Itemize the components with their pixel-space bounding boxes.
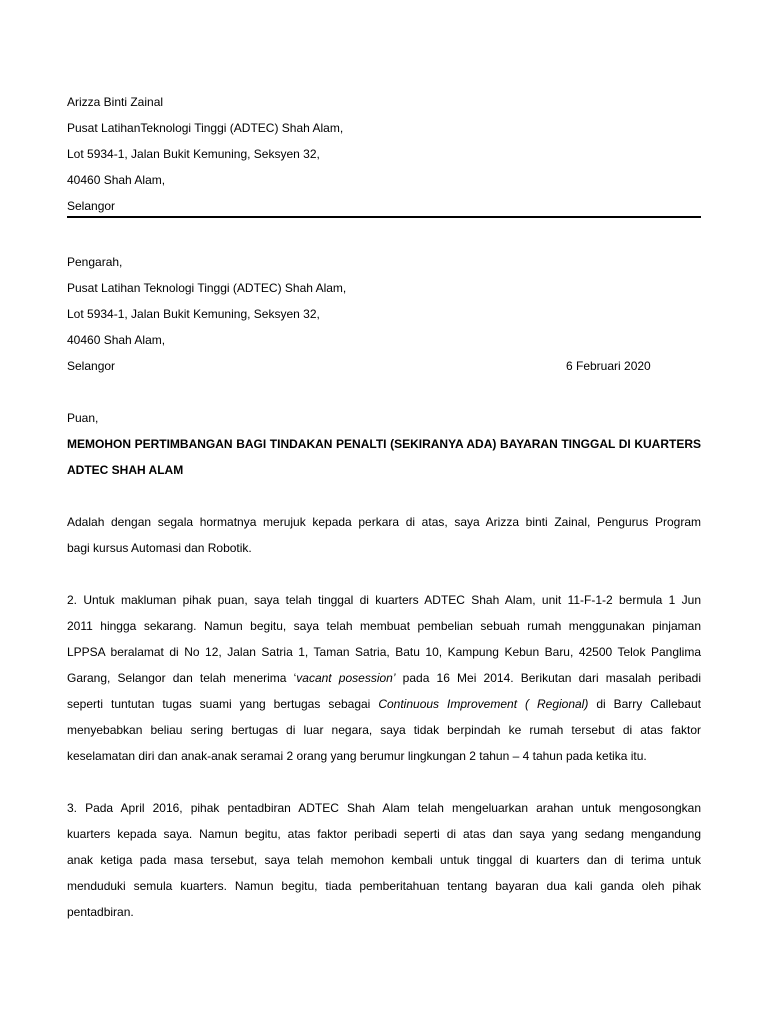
- paragraph-3: [67, 795, 701, 925]
- sender-address-line1: Lot 5934-1, Jalan Bukit Kemuning, Seksyen 32,: [67, 147, 320, 161]
- paragraph-text: seperti tuntutan tugas suami yang bertugas sebagai: [67, 697, 379, 711]
- paragraph-italic-text: Continuous Improvement ( Regional): [378, 697, 589, 711]
- paragraph-2: [67, 587, 701, 769]
- recipient-state: Selangor: [67, 359, 116, 373]
- paragraph-text: Garang, Selangor dan telah menerima ‘: [67, 671, 297, 685]
- paragraph-line: LPPSA beralamat di No 12, Jalan Satria 1, Taman Satria, Batu 10, Kampung Kebun Baru, 42500 Telok Panglima: [67, 645, 701, 659]
- recipient-address-line1: Lot 5934-1, Jalan Bukit Kemuning, Seksyen 32,: [67, 307, 320, 321]
- header-divider: [67, 216, 701, 218]
- paragraph-text: pada 16 Mei 2014. Berikutan dari masalah peribadi: [395, 671, 702, 685]
- sender-organization: Pusat LatihanTeknologi Tinggi (ADTEC) Shah Alam,: [67, 121, 344, 135]
- recipient-organization: Pusat Latihan Teknologi Tinggi (ADTEC) Shah Alam,: [67, 281, 347, 295]
- subject-line: ADTEC SHAH ALAM: [67, 463, 184, 477]
- sender-name: Arizza Binti Zainal: [67, 95, 164, 109]
- paragraph-text: di Barry Callebaut: [588, 697, 701, 711]
- paragraph-line: menduduki semula kuarters. Namun begitu, tiada pemberitahuan tentang bayaran dua kali ganda oleh pihak: [67, 879, 701, 893]
- paragraph-line: [67, 665, 701, 691]
- paragraph-line: bagi kursus Automasi dan Robotik.: [67, 541, 252, 555]
- salutation: Puan,: [67, 411, 99, 425]
- paragraph-line: 3. Pada April 2016, pihak pentadbiran ADTEC Shah Alam telah mengeluarkan arahan untuk mengosongkan: [67, 801, 701, 815]
- paragraph-line: 2011 hingga sekarang. Namun begitu, saya telah membuat pembelian sebuah rumah menggunakan pinjaman: [67, 619, 701, 633]
- paragraph-line: 2. Untuk makluman pihak puan, saya telah tinggal di kuarters ADTEC Shah Alam, unit 11-F-1-2 bermula 1 Jun: [67, 593, 701, 607]
- paragraph-line: keselamatan diri dan anak-anak seramai 2 orang yang berumur lingkungan 2 tahun – 4 tahun pada ketika itu.: [67, 749, 647, 763]
- paragraph-line: pentadbiran.: [67, 905, 134, 919]
- sender-state: Selangor: [67, 199, 116, 213]
- paragraph-1: [67, 509, 701, 561]
- letter-subject: [67, 431, 701, 483]
- paragraph-line: kuarters kepada saya. Namun begitu, atas faktor peribadi seperti di atas dan saya yang sedang mengandung: [67, 827, 701, 841]
- subject-line: MEMOHON PERTIMBANGAN BAGI TINDAKAN PENALTI (SEKIRANYA ADA) BAYARAN TINGGAL DI KUARTERS: [67, 437, 701, 451]
- paragraph-line: anak ketiga pada masa tersebut, saya telah memohon kembali untuk tinggal di kuarters dan di terima untuk: [67, 853, 701, 867]
- paragraph-line: [67, 691, 701, 717]
- paragraph-line: Adalah dengan segala hormatnya merujuk kepada perkara di atas, saya Arizza binti Zainal, Pengurus Program: [67, 515, 701, 529]
- recipient-address-line2: 40460 Shah Alam,: [67, 333, 166, 347]
- recipient-title: Pengarah,: [67, 255, 123, 269]
- paragraph-italic-text: vacant posession’: [296, 671, 396, 685]
- paragraph-line: menyebabkan beliau sering bertugas di luar negara, saya tidak berpindah ke rumah tersebut di atas faktor: [67, 723, 701, 737]
- letter-date: 6 Februari 2020: [566, 359, 651, 373]
- sender-address-line2: 40460 Shah Alam,: [67, 173, 166, 187]
